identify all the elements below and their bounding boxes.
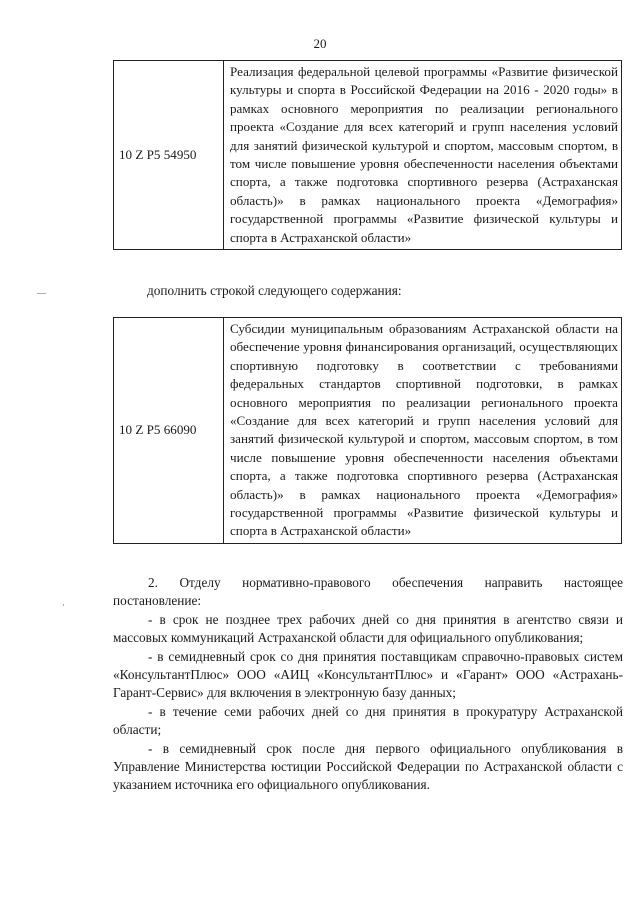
budget-description-cell: Реализация федеральной целевой программы «Развитие физической культуры и спорта в Российской Федерации на 2016 - 2020 годы» в рамках основного мероприятия по реализации регионального проекта «Создание для всех категорий и групп населения условий для занятий физической культурой и спортом, массовым спортом, в том числе повышение уровня обеспеченности населения объектами спорта, а также подготовка спортивного резерва (Астраханская область)» в рамках национального проекта «Демография» государственной программы «Развитие физической культуры и спорта в Астраханской области» xyxy=(224,61,622,250)
paragraph-list-item: - в семидневный срок со дня принятия поставщикам справочно-правовых систем «КонсультантПлюс» ООО «АИЦ «КонсультантПлюс» и «Гарант» ООО «Астрахань-Гарант-Сервис» для включения в электронную базу данных; xyxy=(113,648,623,701)
budget-code-cell: 10 Z P5 54950 xyxy=(114,61,224,250)
paragraph-list-item: - в течение семи рабочих дней со дня принятия в прокуратуру Астраханской области; xyxy=(113,703,623,738)
margin-mark: · xyxy=(62,600,65,610)
page-number: 20 xyxy=(313,36,327,51)
margin-mark: — xyxy=(37,288,46,298)
intro-line: дополнить строкой следующего содержания: xyxy=(147,283,402,298)
table-row xyxy=(114,61,622,250)
paragraph-list-item: - в семидневный срок после дня первого официального опубликования в Управление Министерства юстиции Российской Федерации по Астраханской области с указанием источника его официального опубликования. xyxy=(113,740,623,793)
budget-code-table-added xyxy=(113,317,622,544)
paragraph-list-item: - в срок не позднее трех рабочих дней со дня принятия в агентство связи и массовых коммуникаций Астраханской области для официального опубликования; xyxy=(113,611,623,646)
budget-code-cell: 10 Z P5 66090 xyxy=(114,318,224,544)
table-row xyxy=(114,318,622,544)
budget-description-cell: Субсидии муниципальным образованиям Астраханской области на обеспечение уровня финансирования организаций, осуществляющих спортивную подготовку в соответствии с требованиями федеральных стандартов спортивной подготовки, в рамках основного мероприятия по реализации регионального проекта «Создание для всех категорий и групп населения условий для занятий физической культурой и спортом, массовым спортом, в том числе повышение уровня обеспеченности населения объектами спорта, а также подготовка спортивного резерва (Астраханская область)» в рамках национального проекта «Демография» государственной программы «Развитие физической культуры и спорта в Астраханской области» xyxy=(224,318,622,544)
paragraph-instruction: 2. Отделу нормативно-правового обеспечения направить настоящее постановление: xyxy=(113,575,623,609)
budget-code-table-existing xyxy=(113,60,622,250)
resolution-body xyxy=(113,574,623,795)
